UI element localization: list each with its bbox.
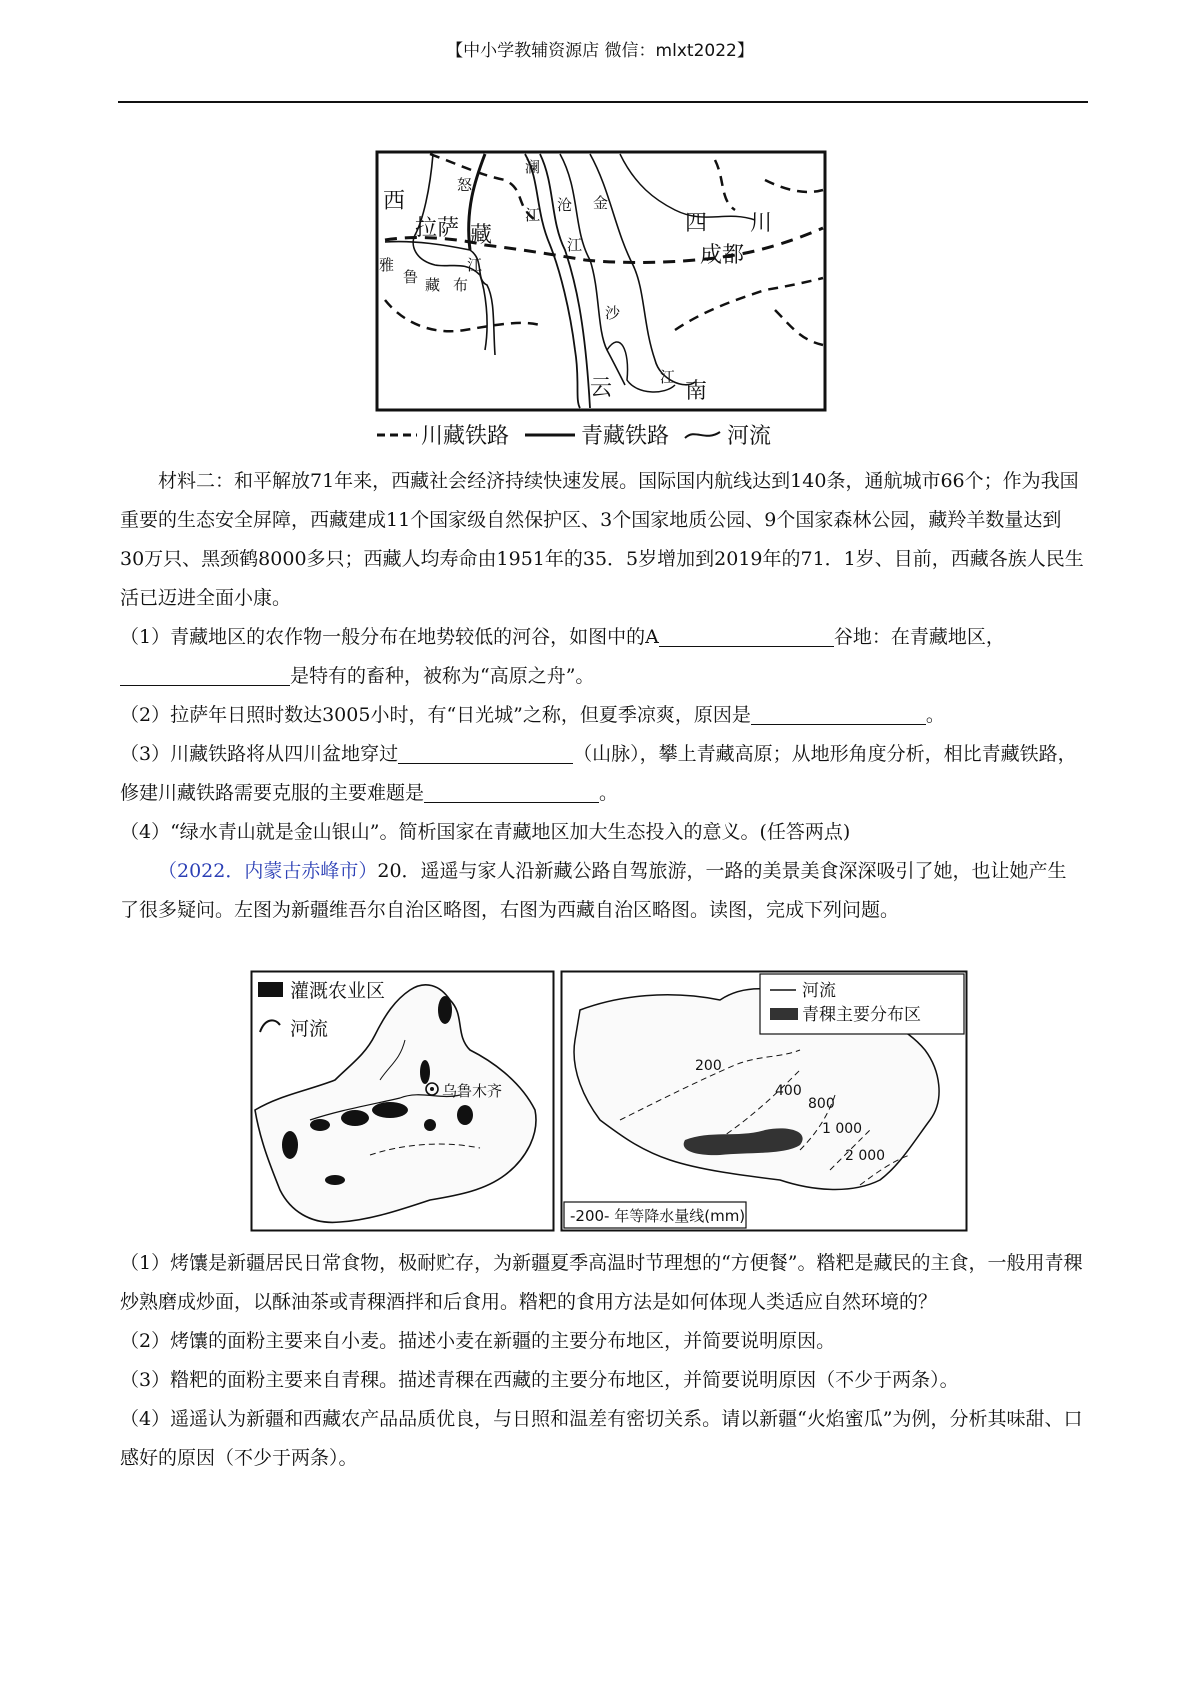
questions-20-block	[120, 1244, 1085, 1478]
answer-blank-1b[interactable]	[120, 661, 290, 686]
label-zang: 藏	[470, 223, 493, 248]
legend-irrigation: 灌溉农业区	[290, 980, 386, 1002]
label-jiang-nu: 江	[525, 206, 541, 224]
answer-blank-3b[interactable]	[424, 778, 599, 803]
xinjiang-map	[250, 970, 555, 1232]
legend-qingzang: 青藏铁路	[581, 424, 670, 449]
legend-chuanzang: 川藏铁路	[421, 424, 510, 449]
legend-river: 河流	[727, 424, 772, 449]
contour-1000: 1 000	[822, 1121, 863, 1137]
label-si: 四	[685, 211, 708, 236]
legend-river-3: 河流	[802, 981, 836, 1001]
tibet-barley-map	[560, 970, 968, 1232]
contour-400: 400	[775, 1083, 802, 1099]
problem-20-intro: （2022．内蒙古赤峰市）20．遥遥与家人沿新藏公路自驾旅游，一路的美景美食深深吸引了她，也让她产生了很多疑问。左图为新疆维吾尔自治区略图，右图为西藏自治区略图。读图，完成下列问题。	[120, 860, 1067, 921]
label-chuan: 川	[750, 211, 773, 236]
q20-2: （2）烤馕的面粉主要来自小麦。描述小麦在新疆的主要分布地区，并简要说明原因。	[120, 1330, 836, 1352]
question-2: （2）拉萨年日照时数达3005小时，有“日光城”之称，但夏季凉爽，原因是 。	[120, 696, 1085, 735]
label-jiang-cang: 江	[567, 236, 583, 254]
answer-blank-2[interactable]	[751, 700, 926, 725]
q20-1: （1）烤馕是新疆居民日常食物，极耐贮存，为新疆夏季高温时节理想的“方便餐”。糌粑是藏民的主食，一般用青稞炒熟磨成炒面，以酥油茶或青稞酒拌和后食用。糌粑的食用方法是如何体现人类适应自然环境的？	[120, 1252, 1083, 1313]
material-block	[120, 462, 1085, 930]
question-4: （4）“绿水青山就是金山银山”。简析国家在青藏地区加大生态投入的意义。(任答两点)	[120, 821, 851, 843]
page-header: 【中小学教辅资源店 微信：mlxt2022】	[446, 41, 754, 61]
label-ya: 雅	[379, 256, 395, 274]
legend-isohyet: -200- 年等降水量线(mm)	[570, 1207, 746, 1225]
contour-200: 200	[695, 1058, 722, 1074]
problem-source: （2022．内蒙古赤峰市）	[158, 860, 378, 882]
legend-river-2: 河流	[290, 1018, 329, 1040]
q20-4: （4）遥遥认为新疆和西藏农产品品质优良，与日照和温差有密切关系。请以新疆“火焰蜜瓜”为例，分析其味甜、口感好的原因（不少于两条）。	[120, 1408, 1083, 1469]
legend-river-line	[685, 432, 720, 438]
city-urumqi: 乌鲁木齐	[442, 1082, 503, 1100]
question-3: （3）川藏铁路将从四川盆地穿过 （山脉），攀上青藏高原；从地形角度分析，相比青藏铁路，修建川藏铁路需要克服的主要难题是 。	[120, 735, 1085, 813]
q20-3: （3）糌粑的面粉主要来自青稞。描述青稞在西藏的主要分布地区，并简要说明原因（不少于两条）。	[120, 1369, 959, 1391]
contour-2000: 2 000	[845, 1148, 886, 1164]
label-sha: 沙	[605, 304, 621, 322]
legend-box	[760, 974, 964, 1034]
question-1: （1）青藏地区的农作物一般分布在地势较低的河谷，如图中的A 谷地：在青藏地区，是特有的畜种，被称为“高原之舟”。	[120, 618, 1085, 696]
label-nan: 南	[685, 379, 708, 404]
label-cang: 沧	[557, 196, 573, 214]
label-jiang-jin: 江	[660, 368, 676, 386]
contour-800: 800	[808, 1096, 835, 1112]
label-jiang-yarlung: 江	[467, 256, 483, 274]
label-lan: 澜	[525, 158, 541, 176]
material-two: 材料二：和平解放71年来，西藏社会经济持续快速发展。国际国内航线达到140条，通航城市66个；作为我国重要的生态安全屏障，西藏建成11个国家级自然保护区、3个国家地质公园、9个国家森林公园，藏羚羊数量达到30万只、黑颈鹤8000多只；西藏人均寿命由1951年的35．5岁增加到2019年的71．1岁、目前，西藏各族人民生活已迈进全面小康。	[120, 470, 1084, 609]
label-chengdu: 成都	[700, 243, 745, 268]
legend-barley: 青稞主要分布区	[802, 1005, 921, 1025]
legend-barley-swatch	[770, 1008, 798, 1020]
label-lu: 鲁	[403, 268, 419, 286]
label-xi: 西	[383, 189, 406, 214]
label-bu: 布	[453, 276, 469, 294]
answer-blank-3a[interactable]	[398, 739, 573, 764]
label-nu: 怒	[457, 176, 473, 194]
label-jin: 金	[593, 194, 609, 212]
header-rule	[118, 101, 1088, 103]
tibet-sichuan-map	[375, 150, 830, 455]
label-lasa: 拉萨	[415, 216, 460, 241]
label-yun: 云	[590, 376, 613, 401]
legend-irrigation-swatch	[258, 982, 283, 997]
answer-blank-1a[interactable]	[659, 622, 834, 647]
label-zang2: 藏	[425, 276, 441, 294]
